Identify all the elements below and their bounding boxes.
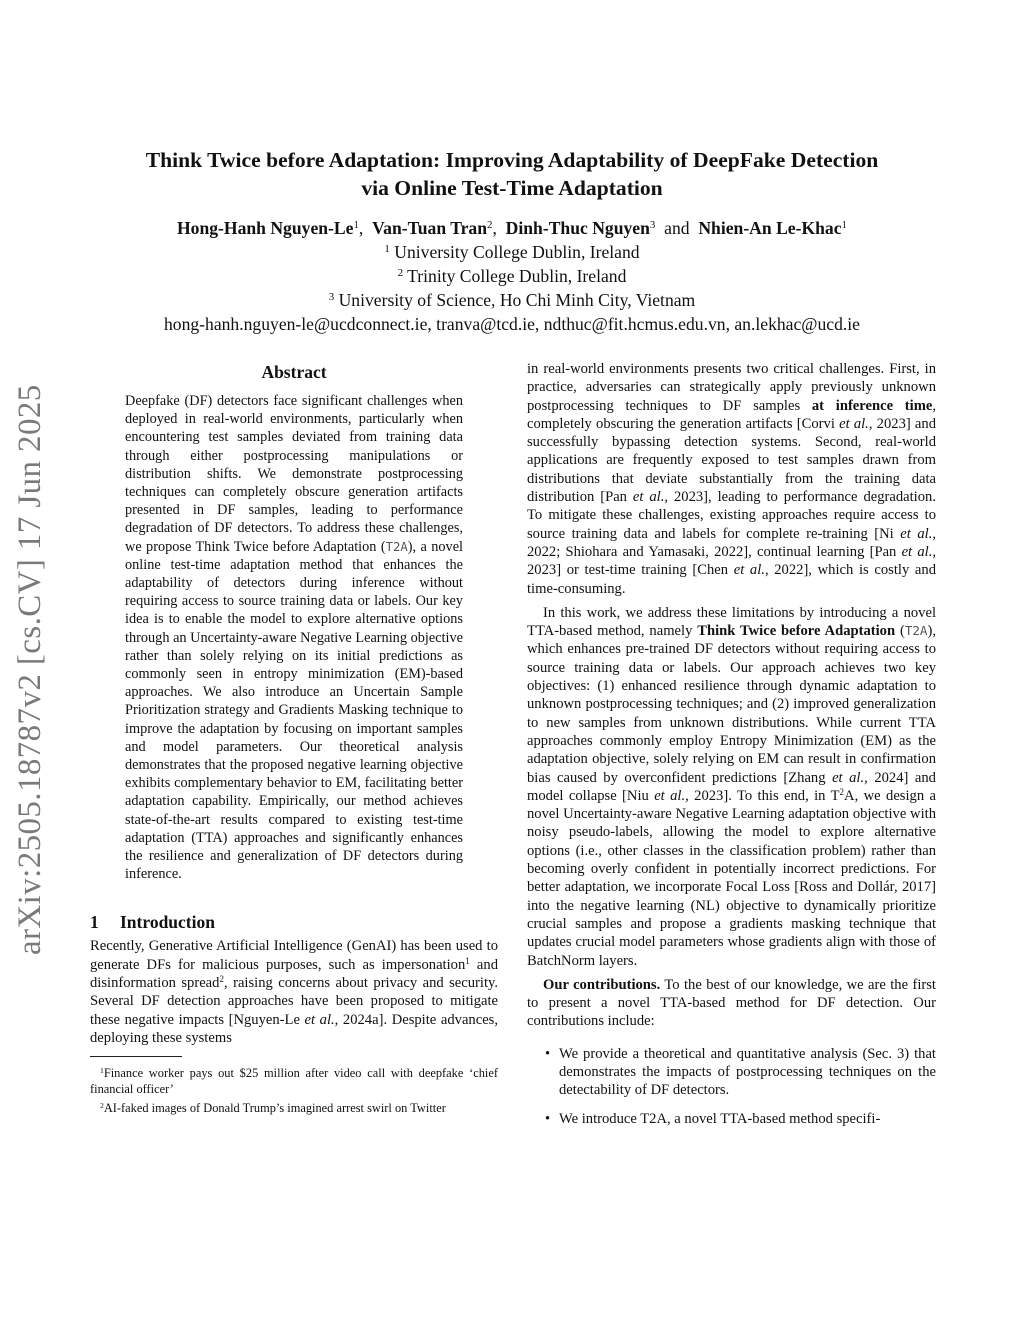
author-affil: 3	[649, 219, 656, 231]
affil-text: University of Science, Ho Chi Minh City, Vietnam	[338, 290, 696, 310]
list-item	[527, 1110, 936, 1128]
footnote	[90, 1065, 498, 1097]
abstract-heading: Abstract	[261, 362, 327, 382]
t2a-name: T2A	[904, 623, 928, 639]
body-text: , 2023] and successfully bypassing detection systems. Second, real-world applications are frequently exposed to test samples drawn from distributions that deviate substantially from the training data distribution [Pan	[527, 415, 936, 506]
method-name: Think Twice before Adaptation	[697, 623, 896, 640]
body-text: , 2023] or test-time training [Chen	[527, 543, 936, 579]
challenges-paragraph	[527, 360, 936, 598]
body-text: , 2022; Shiohara and Yamasaki, 2022], continual learning [Pan	[527, 525, 937, 560]
citation-etal: et al.	[304, 1011, 335, 1028]
footnote-mark: 1	[100, 1066, 104, 1076]
footnote	[90, 1100, 498, 1116]
footnote-text: AI-faked images of Donald Trump’s imagined arrest swirl on Twitter	[103, 1101, 446, 1116]
body-text: in real-world environments presents two critical challenges. First, in practice, adversaries can strategically apply previously unknown postprocessing techniques to DF samples	[527, 361, 936, 414]
abstract-text: Deepfake (DF) detectors face significant challenges when deployed in real-world environments, particularly when encountering test samples deviated from training data through either postprocessing manipulations or distribution shifts. We demonstrate postprocessing techniques can completely obscure generation artifacts presented in DF samples, leading to performance degradation of DF detectors. To address these challenges, we propose Think Twice before Adaptation (	[125, 393, 463, 555]
author-affil: 1	[353, 219, 359, 231]
list-item-text: We provide a theoretical and quantitative analysis (Sec. 3) that demonstrates the impacts of postprocessing techniques on the detectability of DF detectors.	[559, 1045, 936, 1099]
section-number: 1	[90, 912, 99, 933]
affil-num: 2	[397, 267, 404, 279]
body-text: (	[895, 623, 905, 640]
affil-num: 3	[328, 291, 335, 303]
body-text: In this work, we address these limitations by introducing a novel TTA-based method, namely	[527, 604, 936, 640]
title-line-2: via Online Test-Time Adaptation	[361, 176, 663, 200]
body-text: To the best of our knowledge, we are the first to present a novel TTA-based method for DF detection. Our contributions include:	[527, 976, 936, 1030]
footnote-text: Finance worker pays out $25 million after video call with deepfake ‘chief financial officer’	[90, 1066, 498, 1097]
citation-etal: et al.	[832, 769, 865, 786]
footnote-mark: 1	[465, 955, 470, 966]
method-paragraph	[527, 604, 936, 970]
title-line-1: Think Twice before Adaptation: Improving Adaptability of DeepFake Detection	[145, 148, 879, 172]
list-item	[527, 1045, 936, 1100]
affil-text: Trinity College Dublin, Ireland	[407, 266, 627, 286]
affiliation	[60, 288, 964, 312]
affiliation	[60, 264, 964, 288]
author-name: Dinh-Thuc Nguyen	[505, 218, 650, 238]
author-sep: ,	[358, 218, 364, 238]
left-column	[90, 360, 498, 1119]
t2a-name: T2A	[385, 539, 408, 554]
section-heading-introduction	[90, 911, 498, 933]
author-affil: 2	[487, 219, 493, 231]
contributions-paragraph	[527, 976, 936, 1031]
author-sep: ,	[492, 218, 497, 238]
intro-paragraph	[90, 937, 498, 1047]
body-text: , 2023]. To this end, in T	[685, 787, 840, 804]
emphasis: at inference time	[811, 397, 933, 414]
affiliation	[60, 240, 964, 264]
footnote-mark: 2	[100, 1101, 104, 1111]
author-affil: 1	[841, 219, 847, 231]
body-text: , 2023], leading to performance degradation. To mitigate these challenges, existing approaches require access to source training data and labels for complete re-training [Ni	[527, 489, 936, 542]
body-text: A, we design a novel Uncertainty-aware Negative Learning adaptation objective with noisy pseudo-labels, allowing the model to explore alternative options (i.e., other classes in the classification problem) rather than becoming overly confident in potentially incorrect predictions. For better adaptation, we incorporate Focal Loss [Ross and Dollár, 2017] into the negative learning (NL) objective to dynamically prioritize crucial samples and propose a gradients masking technique that updates crucial model parameters whose gradients align with those of BatchNorm layers.	[527, 787, 936, 969]
author-name: Van-Tuan Tran	[372, 218, 488, 238]
bullet-icon: •	[545, 1045, 551, 1062]
affil-text: University College Dublin, Ireland	[394, 242, 640, 262]
contributions-list	[527, 1045, 936, 1128]
citation-etal: et al.	[900, 525, 933, 542]
paper-title	[90, 146, 934, 202]
author-emails: hong-hanh.nguyen-le@ucdconnect.ie, tranva@tcd.ie, ndthuc@fit.hcmus.edu.vn, an.lekhac@ucd.ie	[163, 314, 860, 334]
list-item-text: We introduce T2A, a novel TTA-based method specifi-	[559, 1110, 881, 1127]
body-text: , 2024] and model collapse [Niu	[527, 769, 936, 804]
section-title: Introduction	[120, 912, 215, 933]
body-text: , 2022], which is costly and time-consuming.	[527, 562, 936, 597]
superscript: 2	[839, 786, 845, 797]
footnote-mark: 2	[219, 974, 224, 985]
abstract-body	[125, 392, 463, 883]
abstract-text: ), a novel online test-time adaptation method that enhances the adaptability of detectors during inference without requiring access to source training data or labels. Our key idea is to enable the model to explore alternative options through an Uncertainty-aware Negative Learning objective rather than solely relying on its initial predictions as commonly seen in entropy minimization (EM)-based approaches. We also introduce an Uncertain Sample Prioritization strategy and Gradients Masking technique to improve the adaptation by focusing on important samples and model parameters. Our theoretical analysis demonstrates that the proposed negative learning objective exhibits complementary behavior to EM, facilitating better adaptation capability. Empirically, our method achieves state-of-the-art results compared to existing test-time adaptation (TTA) approaches and significantly enhances the resilience and generalization of DF detectors during inference.	[125, 538, 464, 883]
body-text: ), which enhances pre-trained DF detectors without requiring access to source training data or labels. Our approach achieves two key objectives: (1) enhanced resilience through dynamic adaptation to unknown postprocessing techniques; and (2) improved generalization to new samples from unknown distributions. While current TTA approaches commonly employ Entropy Minimization (EM) as the adaptation objective, solely relying on EM can result in confirmation bias caused by overconfident predictions [Zhang	[527, 623, 936, 786]
intro-text: , 2024a]. Despite advances, deploying these systems	[90, 1011, 498, 1046]
affil-num: 1	[384, 243, 390, 255]
arxiv-identifier: arXiv:2505.18787v2 [cs.CV] 17 Jun 2025	[12, 384, 48, 955]
right-column	[527, 360, 936, 1138]
author-list	[60, 216, 964, 240]
footnotes	[90, 1065, 498, 1116]
author-and: and	[664, 218, 690, 238]
author-block	[60, 216, 964, 336]
intro-text: , raising concerns about privacy and security. Several DF detection approaches have been proposed to mitigate these negative impacts [Nguyen-Le	[90, 975, 498, 1028]
author-name: Nhien-An Le-Khac	[698, 218, 842, 238]
intro-text: Recently, Generative Artificial Intelligence (GenAI) has been used to generate DFs for malicious purposes, such as impersonation	[90, 938, 498, 973]
citation-etal: et al.	[733, 562, 765, 579]
intro-text: and disinformation spread	[90, 956, 498, 992]
author-name: Hong-Hanh Nguyen-Le	[176, 218, 354, 238]
body-text: , completely obscuring the generation artifacts [Corvi	[527, 397, 936, 432]
citation-etal: et al.	[839, 415, 869, 432]
citation-etal: et al.	[654, 787, 686, 804]
bullet-icon: •	[545, 1110, 551, 1127]
contributions-heading: Our contributions.	[543, 976, 661, 993]
footnote-rule	[90, 1056, 182, 1057]
citation-etal: et al.	[632, 489, 665, 506]
citation-etal: et al.	[901, 543, 933, 560]
